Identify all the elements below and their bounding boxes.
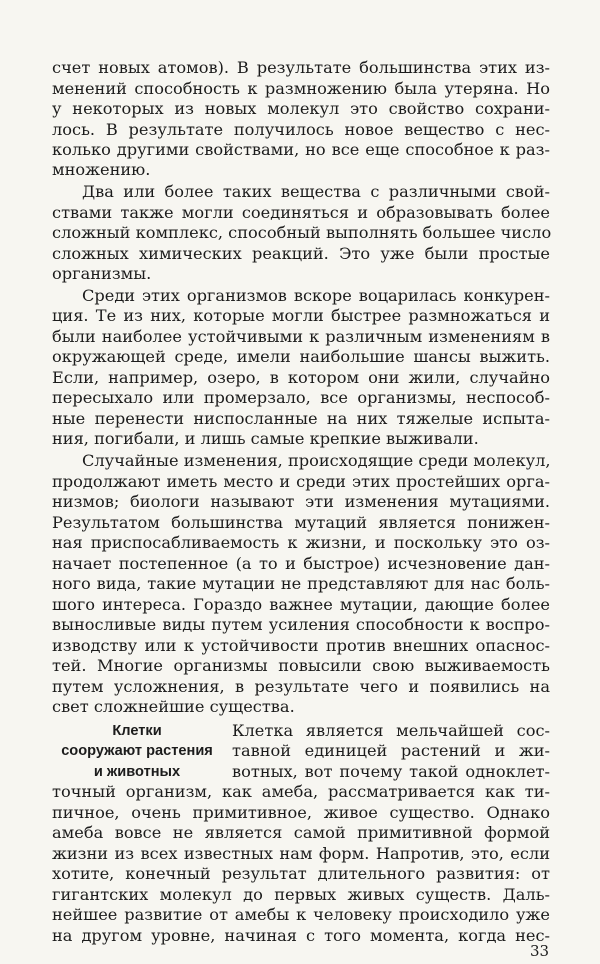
- text-line: шого интереса. Гораздо важнее мутации, дающие более: [52, 595, 550, 614]
- text-line: свет сложнейшие существа.: [52, 697, 295, 716]
- text-line: гигантских молекул до первых живых существ. Даль-: [52, 885, 550, 904]
- text-line: на другом уровне, начиная с того момента, когда нес-: [52, 926, 550, 945]
- text-line: ного вида, такие мутации не представляют для нас боль-: [52, 574, 550, 593]
- text-line: хотите, конечный результат длительного развития: от: [52, 864, 550, 883]
- text-line: сложный комплекс, способный выполнять большее число: [52, 223, 552, 242]
- text-line: точный организм, как амеба, рассматривается как ти-: [52, 782, 550, 801]
- text-line: окружающей среде, имели наибольшие шансы выжить.: [52, 347, 550, 366]
- text-line: организмы.: [52, 264, 152, 283]
- text-line: сложных химических реакций. Это уже были простые: [52, 244, 550, 263]
- text-line: низмов; биологи называют эти изменения мутациями.: [52, 492, 550, 511]
- text-line: тавной единицей растений и жи-: [232, 741, 550, 760]
- text-line: Случайные изменения, происходящие среди молекул,: [82, 451, 551, 470]
- text-line: множению.: [52, 160, 151, 179]
- text-line: путем усложнения, в результате чего и появились на: [52, 677, 550, 696]
- text-line: амеба вовсе не является самой примитивной формой: [52, 823, 550, 842]
- text-line: продолжают иметь место и среди этих простейших орга-: [52, 472, 550, 491]
- side-heading-line: Клетки: [112, 723, 162, 739]
- text-line: были наиболее устойчивыми к различным изменениям в: [52, 327, 550, 346]
- text-line: у некоторых из новых молекул это свойство сохрани-: [52, 99, 550, 118]
- text-line: тей. Многие организмы повысили свою выживаемость: [52, 656, 550, 675]
- text-line: пичное, очень примитивное, живое существо. Однако: [52, 803, 550, 822]
- text-line: Среди этих организмов вскоре воцарилась конкурен-: [82, 286, 550, 305]
- text-line: изводству или к устойчивости против внешних опаснос-: [52, 636, 550, 655]
- side-heading-line: сооружают растения: [61, 743, 213, 759]
- text-line: ные перенести ниспосланные на них тяжелые испыта-: [52, 409, 550, 428]
- text-line: Клетка является мельчайшей сос-: [232, 721, 550, 740]
- text-line: лось. В результате получилось новое вещество с нес-: [52, 120, 550, 139]
- text-line: пересыхало или промерзало, все организмы, неспособ-: [52, 388, 550, 407]
- text-line: колько другими свойствами, но все еще способное к раз-: [52, 140, 550, 159]
- side-heading-line: и животных: [93, 764, 181, 780]
- text-line: менений способность к размножению была утеряна. Но: [52, 79, 550, 98]
- text-line: выносливые виды путем усиления способности к воспро-: [52, 615, 550, 634]
- text-line: начает постепенное (а то и быстрое) исчезновение дан-: [52, 554, 550, 573]
- text-line: жизни из всех известных нам форм. Напротив, это, если: [52, 844, 550, 863]
- text-line: Результатом большинства мутаций является понижен-: [52, 513, 550, 532]
- page-number: 33: [530, 942, 550, 960]
- text-line: Два или более таких вещества с различными свой-: [82, 182, 550, 201]
- text-line: вотных, вот почему такой одноклет-: [232, 762, 550, 781]
- text-line: счет новых атомов). В результате большинства этих из-: [52, 58, 550, 77]
- text-line: ствами также могли соединяться и образовывать более: [52, 203, 550, 222]
- text-line: нейшее развитие от амебы к человеку происходило уже: [52, 905, 550, 924]
- text-line: ния, погибали, и лишь самые крепкие выживали.: [52, 429, 479, 448]
- text-line: ная приспосабливаемость к жизни, и поскольку это оз-: [52, 533, 550, 552]
- text-line: ция. Те из них, которые могли быстрее размножаться и: [52, 306, 550, 325]
- text-line: Если, например, озеро, в котором они жили, случайно: [52, 368, 550, 387]
